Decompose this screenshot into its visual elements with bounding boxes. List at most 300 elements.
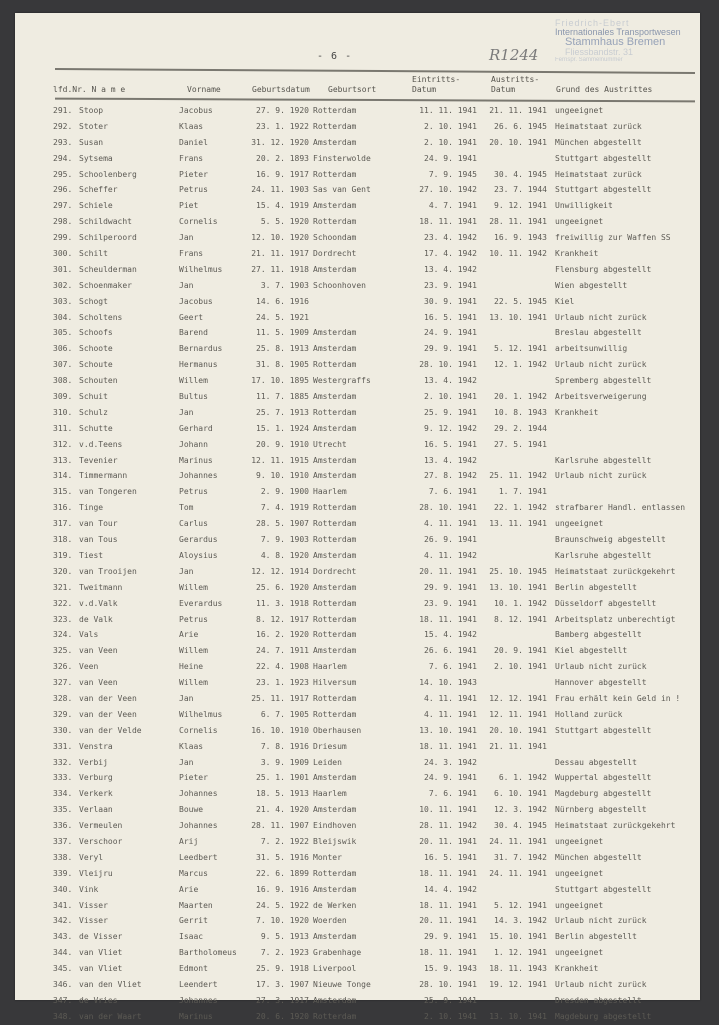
row-exit-reason: Heimatstaat zurückgekehrt — [555, 566, 676, 576]
row-exit-reason: Spremberg abgestellt — [555, 376, 652, 386]
row-exit-reason: Karlsruhe abgestellt — [555, 550, 652, 560]
table-row — [15, 341, 700, 357]
row-exit-reason: arbeitsunwillig — [555, 344, 628, 354]
row-exit-reason: Heimatstaat zurück — [555, 169, 642, 179]
row-exit-date: 27. 5. 1941 — [494, 439, 547, 449]
row-exit-reason: Urlaub nicht zurück — [555, 312, 647, 322]
row-entry-date: 30. 9. 1941 — [424, 296, 477, 306]
row-birthplace: Rotterdam — [313, 1011, 357, 1021]
row-firstname: Aloysius — [179, 550, 218, 560]
row-number: 297. — [53, 201, 73, 211]
header-geburtsdatum: Geburtsdatum — [252, 85, 310, 94]
row-firstname: Johannes — [179, 471, 218, 481]
row-exit-reason: Kiel — [555, 296, 575, 306]
row-birthdate: 25. 9. 1918 — [256, 964, 309, 974]
row-number: 333. — [53, 773, 73, 783]
row-exit-reason: Kiel abgestellt — [555, 646, 628, 656]
row-birthplace: Rotterdam — [313, 217, 357, 227]
row-entry-date: 24. 9. 1941 — [424, 153, 477, 163]
row-number: 307. — [53, 360, 73, 370]
row-birthdate: 16. 9. 1917 — [256, 169, 309, 179]
row-exit-reason: München abgestellt — [555, 137, 642, 147]
row-exit-date: 20. 10. 1941 — [489, 137, 547, 147]
row-exit-reason: strafbarer Handl. entlassen — [555, 503, 686, 513]
row-surname: van den Vliet — [79, 979, 142, 989]
row-number: 344. — [53, 948, 73, 958]
table-row — [15, 500, 700, 516]
row-surname: Stoter — [79, 121, 108, 131]
row-firstname: Tom — [179, 503, 194, 513]
row-number: 316. — [53, 503, 73, 513]
row-birthdate: 16. 10. 1910 — [251, 725, 309, 735]
row-surname: van der Veen — [79, 709, 137, 719]
row-exit-reason: Magdeburg abgestellt — [555, 789, 652, 799]
row-birthdate: 5. 5. 1920 — [260, 217, 309, 227]
row-firstname: Johannes — [179, 995, 218, 1005]
row-number: 299. — [53, 233, 73, 243]
row-birthplace: Amsterdam — [313, 582, 357, 592]
row-birthplace: Rotterdam — [313, 693, 357, 703]
row-entry-date: 11. 11. 1941 — [419, 106, 477, 115]
row-firstname: Petrus — [179, 487, 208, 497]
row-birthdate: 12. 10. 1920 — [251, 233, 309, 243]
row-birthdate: 31. 12. 1920 — [251, 137, 309, 147]
row-entry-date: 18. 11. 1941 — [419, 614, 477, 624]
row-number: 338. — [53, 852, 73, 862]
row-firstname: Marinus — [179, 455, 213, 465]
table-row — [15, 993, 700, 1009]
row-number: 291. — [53, 106, 73, 115]
row-surname: van Trooijen — [79, 566, 137, 576]
row-birthdate: 25. 8. 1913 — [256, 344, 309, 354]
row-birthplace: Amsterdam — [313, 995, 357, 1005]
table-row — [15, 691, 700, 707]
row-birthplace: Rotterdam — [313, 614, 357, 624]
table-row — [15, 182, 700, 198]
row-birthplace: Westergraffs — [313, 376, 371, 386]
row-birthplace: Woerden — [313, 916, 347, 926]
row-exit-date: 30. 4. 1945 — [494, 821, 547, 831]
row-exit-date: 9. 12. 1941 — [494, 201, 547, 211]
row-firstname: Gerardus — [179, 535, 218, 545]
row-birthplace: Amsterdam — [313, 344, 357, 354]
row-firstname: Bultus — [179, 392, 208, 402]
table-row — [15, 230, 700, 246]
row-number: 345. — [53, 964, 73, 974]
row-entry-date: 28. 10. 1941 — [419, 360, 477, 370]
row-exit-reason: ungeeignet — [555, 519, 604, 529]
row-exit-reason: Berlin abgestellt — [555, 582, 637, 592]
row-entry-date: 15. 4. 1942 — [424, 630, 477, 640]
row-birthplace: Grabenhage — [313, 948, 362, 958]
row-birthdate: 27. 3. 1917 — [256, 995, 309, 1005]
row-firstname: Frans — [179, 153, 204, 163]
row-firstname: Jan — [179, 566, 194, 576]
row-birthplace: Oberhausen — [313, 725, 362, 735]
row-entry-date: 15. 9. 1943 — [424, 964, 477, 974]
row-surname: Schoolenberg — [79, 169, 137, 179]
row-exit-date: 22. 5. 1945 — [494, 296, 547, 306]
row-exit-reason: ungeeignet — [555, 868, 604, 878]
table-row — [15, 707, 700, 723]
row-birthdate: 21. 11. 1917 — [251, 249, 309, 259]
row-birthplace: Amsterdam — [313, 805, 357, 815]
row-entry-date: 18. 11. 1941 — [419, 868, 477, 878]
row-number: 320. — [53, 566, 73, 576]
row-birthplace: Amsterdam — [313, 773, 357, 783]
row-surname: van Vliet — [79, 964, 123, 974]
row-exit-date: 16. 9. 1943 — [494, 233, 547, 243]
document-page — [15, 13, 700, 1021]
row-birthplace: Schoondam — [313, 233, 357, 243]
row-number: 342. — [53, 916, 73, 926]
row-exit-date: 14. 3. 1942 — [494, 916, 547, 926]
row-number: 323. — [53, 614, 73, 624]
table-row — [15, 627, 700, 643]
row-number: 327. — [53, 678, 73, 688]
row-firstname: Petrus — [179, 185, 208, 195]
row-exit-reason: Stuttgart abgestellt — [555, 884, 652, 894]
row-entry-date: 20. 11. 1941 — [419, 836, 477, 846]
table-row — [15, 723, 700, 739]
row-surname: Schoote — [79, 344, 113, 354]
table-row — [15, 325, 700, 341]
row-entry-date: 2. 10. 1941 — [424, 1011, 477, 1021]
row-surname: van Tour — [79, 519, 118, 529]
row-birthplace: Rotterdam — [313, 535, 357, 545]
table-row — [15, 373, 700, 389]
row-number: 339. — [53, 868, 73, 878]
table-row — [15, 929, 700, 945]
row-surname: de Visser — [79, 932, 123, 942]
table-row — [15, 548, 700, 564]
row-birthplace: Amsterdam — [313, 328, 357, 338]
row-exit-date: 22. 1. 1942 — [494, 503, 547, 513]
row-entry-date: 28. 11. 1942 — [419, 821, 477, 831]
row-birthplace: Monter — [313, 852, 342, 862]
row-firstname: Geert — [179, 312, 204, 322]
row-number: 326. — [53, 662, 73, 672]
table-row — [15, 1009, 700, 1025]
row-surname: Veryl — [79, 852, 104, 862]
row-surname: Verburg — [79, 773, 113, 783]
row-birthdate: 18. 5. 1913 — [256, 789, 309, 799]
row-entry-date: 24. 3. 1942 — [424, 757, 477, 767]
row-exit-reason: Dessau abgestellt — [555, 757, 637, 767]
row-exit-date: 5. 12. 1941 — [494, 900, 547, 910]
row-entry-date: 27. 8. 1942 — [424, 471, 477, 481]
row-firstname: Piet — [179, 201, 199, 211]
row-exit-reason: Urlaub nicht zurück — [555, 471, 647, 481]
table-row — [15, 151, 700, 167]
row-exit-reason: Urlaub nicht zurück — [555, 662, 647, 672]
row-number: 343. — [53, 932, 73, 942]
row-surname: Schoute — [79, 360, 113, 370]
table-row — [15, 421, 700, 437]
row-exit-reason: Berlin abgestellt — [555, 932, 637, 942]
row-number: 347. — [53, 995, 73, 1005]
row-firstname: Klaas — [179, 121, 204, 131]
row-number: 301. — [53, 264, 73, 274]
row-exit-date: 18. 11. 1943 — [489, 964, 547, 974]
row-exit-date: 8. 12. 1941 — [494, 614, 547, 624]
row-exit-reason: Karlsruhe abgestellt — [555, 455, 652, 465]
table-row — [15, 643, 700, 659]
row-number: 340. — [53, 884, 73, 894]
header-bottom-rule — [55, 98, 695, 103]
row-number: 317. — [53, 519, 73, 529]
row-number: 336. — [53, 821, 73, 831]
row-entry-date: 29. 9. 1941 — [424, 582, 477, 592]
row-number: 330. — [53, 725, 73, 735]
row-entry-date: 16. 5. 1941 — [424, 312, 477, 322]
row-birthdate: 9. 5. 1913 — [260, 932, 309, 942]
table-row — [15, 913, 700, 929]
row-number: 292. — [53, 121, 73, 131]
row-exit-date: 20. 10. 1941 — [489, 725, 547, 735]
row-entry-date: 7. 6. 1941 — [428, 789, 477, 799]
row-exit-reason: Urlaub nicht zurück — [555, 916, 647, 926]
row-entry-date: 24. 9. 1941 — [424, 328, 477, 338]
row-birthdate: 7. 4. 1919 — [260, 503, 309, 513]
row-exit-reason: Unwilligkeit — [555, 201, 613, 211]
row-surname: Schoofs — [79, 328, 113, 338]
row-surname: de Valk — [79, 614, 113, 624]
row-number: 332. — [53, 757, 73, 767]
row-firstname: Willem — [179, 646, 208, 656]
row-birthplace: Haarlem — [313, 789, 347, 799]
row-exit-date: 10. 1. 1942 — [494, 598, 547, 608]
row-firstname: Leendert — [179, 979, 218, 989]
row-exit-reason: Heimatstaat zurückgekehrt — [555, 821, 676, 831]
row-surname: Scholtens — [79, 312, 123, 322]
row-birthdate: 3. 7. 1903 — [260, 280, 309, 290]
row-exit-reason: Magdeburg abgestellt — [555, 1011, 652, 1021]
row-number: 303. — [53, 296, 73, 306]
row-entry-date: 4. 11. 1941 — [424, 693, 477, 703]
stamp-line: Fernspr. Sammelnummer — [555, 57, 623, 63]
row-exit-date: 25. 10. 1945 — [489, 566, 547, 576]
row-firstname: Petrus — [179, 614, 208, 624]
row-birthdate: 21. 4. 1920 — [256, 805, 309, 815]
stamp-line: Fliessbandstr. 31 — [565, 47, 634, 57]
row-surname: Timmermann — [79, 471, 128, 481]
row-entry-date: 16. 5. 1941 — [424, 852, 477, 862]
row-exit-reason: Wien abgestellt — [555, 280, 628, 290]
row-firstname: Arie — [179, 884, 199, 894]
table-row — [15, 437, 700, 453]
row-birthplace: Amsterdam — [313, 137, 357, 147]
row-birthdate: 27. 9. 1920 — [256, 106, 309, 115]
row-number: 337. — [53, 836, 73, 846]
row-birthplace: Rotterdam — [313, 169, 357, 179]
row-birthdate: 11. 7. 1885 — [256, 392, 309, 402]
row-entry-date: 29. 9. 1941 — [424, 344, 477, 354]
table-row — [15, 675, 700, 691]
row-entry-date: 24. 9. 1941 — [424, 773, 477, 783]
row-birthplace: Rotterdam — [313, 121, 357, 131]
row-exit-reason: ungeeignet — [555, 106, 604, 115]
row-surname: van der Waart — [79, 1011, 142, 1021]
row-firstname: Cornelis — [179, 217, 218, 227]
row-birthdate: 6. 7. 1905 — [260, 709, 309, 719]
table-row — [15, 850, 700, 866]
row-entry-date: 20. 11. 1941 — [419, 566, 477, 576]
table-row — [15, 246, 700, 262]
table-row — [15, 278, 700, 294]
row-number: 304. — [53, 312, 73, 322]
header-eintrittsdatum: Eintritts- Datum — [412, 75, 461, 94]
row-birthdate: 22. 6. 1899 — [256, 868, 309, 878]
row-exit-date: 29. 2. 1944 — [494, 423, 547, 433]
row-number: 331. — [53, 741, 73, 751]
row-birthplace: Nieuwe Tonge — [313, 979, 371, 989]
row-firstname: Gerhard — [179, 423, 213, 433]
row-exit-reason: Hannover abgestellt — [555, 678, 647, 688]
table-row — [15, 580, 700, 596]
row-number: 322. — [53, 598, 73, 608]
row-surname: Tweitmann — [79, 582, 123, 592]
row-surname: Schiele — [79, 201, 113, 211]
row-surname: Tinge — [79, 503, 104, 513]
row-exit-date: 28. 11. 1941 — [489, 217, 547, 227]
table-row — [15, 135, 700, 151]
table-row — [15, 659, 700, 675]
row-surname: Visser — [79, 900, 108, 910]
row-number: 296. — [53, 185, 73, 195]
row-surname: Schogt — [79, 296, 108, 306]
row-entry-date: 2. 10. 1941 — [424, 137, 477, 147]
table-row — [15, 214, 700, 230]
row-birthplace: de Werken — [313, 900, 357, 910]
row-exit-reason: München abgestellt — [555, 852, 642, 862]
row-firstname: Gerrit — [179, 916, 208, 926]
stamp-line: Stammhaus Bremen — [565, 36, 666, 48]
row-birthdate: 16. 9. 1916 — [256, 884, 309, 894]
row-surname: Verschoor — [79, 836, 123, 846]
row-surname: Vink — [79, 884, 99, 894]
row-birthdate: 14. 6. 1916 — [256, 296, 309, 306]
row-exit-date: 21. 11. 1941 — [489, 106, 547, 115]
row-firstname: Maarten — [179, 900, 213, 910]
row-number: 308. — [53, 376, 73, 386]
row-firstname: Marcus — [179, 868, 208, 878]
row-exit-reason: Wuppertal abgestellt — [555, 773, 652, 783]
row-exit-date: 21. 11. 1941 — [489, 741, 547, 751]
row-exit-reason: Heimatstaat zurück — [555, 121, 642, 131]
row-number: 328. — [53, 693, 73, 703]
row-firstname: Frans — [179, 249, 204, 259]
row-birthdate: 25. 11. 1917 — [251, 693, 309, 703]
row-exit-reason: Krankheit — [555, 249, 599, 259]
row-birthplace: Utrecht — [313, 439, 347, 449]
row-entry-date: 9. 12. 1942 — [424, 423, 477, 433]
row-exit-date: 25. 11. 1942 — [489, 471, 547, 481]
row-entry-date: 23. 9. 1941 — [424, 598, 477, 608]
row-entry-date: 4. 7. 1941 — [428, 201, 477, 211]
row-exit-date: 12. 11. 1941 — [489, 709, 547, 719]
row-surname: van der Velde — [79, 725, 142, 735]
row-birthplace: Amsterdam — [313, 550, 357, 560]
row-exit-reason: Braunschweig abgestellt — [555, 535, 666, 545]
row-birthdate: 11. 5. 1909 — [256, 328, 309, 338]
row-number: 334. — [53, 789, 73, 799]
row-birthplace: Schoonhoven — [313, 280, 366, 290]
row-entry-date: 7. 6. 1941 — [428, 662, 477, 672]
row-birthplace: Rotterdam — [313, 868, 357, 878]
row-birthdate: 24. 7. 1911 — [256, 646, 309, 656]
row-birthplace: Amsterdam — [313, 455, 357, 465]
row-exit-date: 6. 1. 1942 — [498, 773, 547, 783]
row-surname: v.d.Valk — [79, 598, 118, 608]
row-birthdate: 23. 1. 1923 — [256, 678, 309, 688]
row-exit-reason: Krankheit — [555, 964, 599, 974]
row-firstname: Johannes — [179, 789, 218, 799]
row-firstname: Wilhelmus — [179, 264, 223, 274]
table-row — [15, 198, 700, 214]
row-birthdate: 7. 10. 1920 — [256, 916, 309, 926]
row-entry-date: 7. 6. 1941 — [428, 487, 477, 497]
row-surname: Schilperoord — [79, 233, 137, 243]
row-entry-date: 18. 11. 1941 — [419, 741, 477, 751]
header-top-rule — [55, 68, 695, 74]
table-row — [15, 802, 700, 818]
row-surname: van Tongeren — [79, 487, 137, 497]
row-entry-date: 25. 9. 1941 — [424, 407, 477, 417]
table-row — [15, 294, 700, 310]
page-number: - 6 - — [317, 51, 353, 62]
row-birthdate: 7. 2. 1923 — [260, 948, 309, 958]
row-exit-date: 12. 1. 1942 — [494, 360, 547, 370]
row-entry-date: 23. 9. 1941 — [424, 280, 477, 290]
header-grund: Grund des Austrittes — [556, 85, 653, 94]
row-birthdate: 27. 11. 1918 — [251, 264, 309, 274]
row-exit-date: 23. 7. 1944 — [494, 185, 547, 195]
row-birthplace: Dordrecht — [313, 249, 357, 259]
row-exit-date: 15. 10. 1941 — [489, 932, 547, 942]
row-birthdate: 24. 5. 1922 — [256, 900, 309, 910]
row-birthplace: Rotterdam — [313, 106, 357, 115]
row-surname: van Veen — [79, 646, 118, 656]
row-firstname: Everardus — [179, 598, 223, 608]
row-birthplace: Rotterdam — [313, 407, 357, 417]
row-birthplace: Rotterdam — [313, 598, 357, 608]
row-firstname: Leedbert — [179, 852, 218, 862]
archive-stamp — [555, 19, 695, 64]
row-firstname: Jan — [179, 757, 194, 767]
row-exit-date: 30. 4. 1945 — [494, 169, 547, 179]
row-birthdate: 17. 10. 1895 — [251, 376, 309, 386]
row-firstname: Arie — [179, 630, 199, 640]
row-birthdate: 4. 8. 1920 — [260, 550, 309, 560]
row-surname: Tevenier — [79, 455, 118, 465]
table-row — [15, 755, 700, 771]
row-firstname: Daniel — [179, 137, 208, 147]
row-number: 325. — [53, 646, 73, 656]
row-exit-date: 26. 6. 1945 — [494, 121, 547, 131]
row-birthdate: 20. 9. 1910 — [256, 439, 309, 449]
row-entry-date: 17. 4. 1942 — [424, 249, 477, 259]
table-row — [15, 119, 700, 135]
table-row — [15, 453, 700, 469]
header-austrittsdatum: Austritts- Datum — [491, 75, 540, 94]
row-exit-date: 20. 9. 1941 — [494, 646, 547, 656]
row-exit-reason: Düsseldorf abgestellt — [555, 598, 657, 608]
row-entry-date: 14. 4. 1942 — [424, 884, 477, 894]
row-birthdate: 12. 12. 1914 — [251, 566, 309, 576]
row-firstname: Johannes — [179, 821, 218, 831]
row-surname: Verbij — [79, 757, 108, 767]
